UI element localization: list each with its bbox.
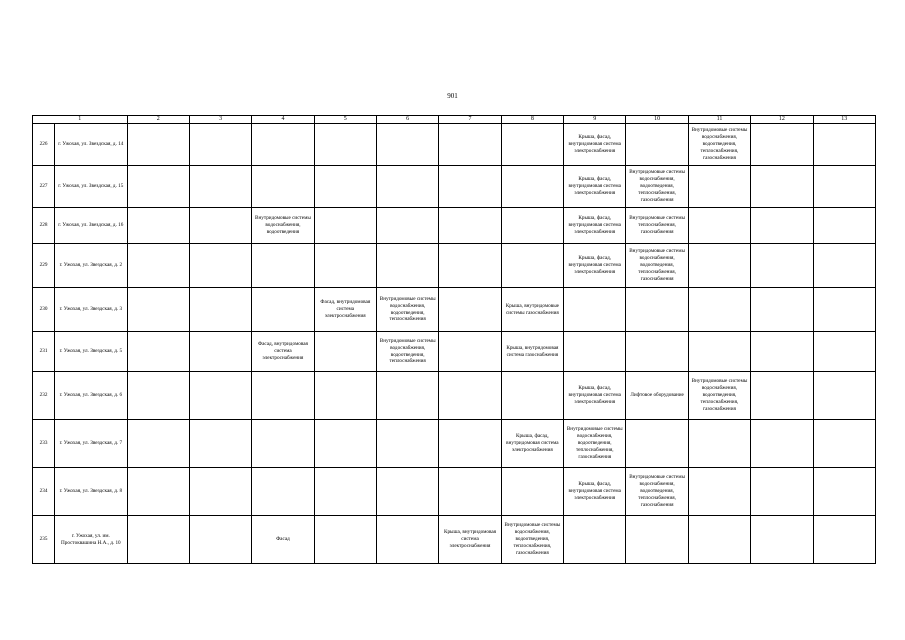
work-cell: Крыша, фасад, внутридомовая система электроснабжения [564,244,626,288]
work-cell [813,166,876,208]
work-cell [127,244,189,288]
work-cell [751,166,813,208]
work-cell [439,288,501,332]
work-cell [564,332,626,372]
work-cell [751,332,813,372]
work-cell [376,244,438,288]
work-cell [564,516,626,564]
work-cell [439,420,501,468]
work-cell [688,516,750,564]
work-cell [751,208,813,244]
work-cell [127,288,189,332]
work-cell [314,372,376,420]
work-cell [501,124,563,166]
work-cell [751,372,813,420]
work-cell [626,420,688,468]
work-cell [813,124,876,166]
work-cell [252,468,314,516]
column-header: 10 [626,116,688,124]
work-cell [127,166,189,208]
row-number: 227 [33,166,55,208]
work-cell [439,372,501,420]
work-cell: Внутридомовые системы водоснабжения, водоотведения, теплоснабжения, газоснабжения [626,166,688,208]
work-cell [376,420,438,468]
table-row [33,124,876,166]
work-cell [626,124,688,166]
column-header: 5 [314,116,376,124]
work-cell [813,208,876,244]
column-header: 12 [751,116,813,124]
column-header: 13 [813,116,876,124]
work-cell [813,332,876,372]
table-row [33,332,876,372]
work-cell: Крыша, внутридомовая система газоснабжения [501,332,563,372]
address-cell: г. Ужохая, ул. им. Простоквашина Н.А., д. 10 [55,516,127,564]
work-cell [813,288,876,332]
work-cell [813,516,876,564]
work-cell [189,420,251,468]
work-cell: Внутридомовые системы водоснабжения, водоотведения, теплоснабжения [376,288,438,332]
address-cell: г. Ужохая, ул. Звездская, д. 5 [55,332,127,372]
work-cell: Внутридомовые системы водоснабжения, водоотведения, теплоснабжения, газоснабжения [688,124,750,166]
work-cell [189,124,251,166]
work-cell [813,244,876,288]
work-cell: Крыша, внутридомовые системы газоснабжения [501,288,563,332]
work-cell: Крыша, фасад, внутридомовая система электроснабжения [564,166,626,208]
work-cell [688,244,750,288]
work-cell: Фасад, внутридомовая система электроснабжения [252,332,314,372]
work-cell [626,288,688,332]
work-cell [189,516,251,564]
work-cell [189,332,251,372]
table-row [33,244,876,288]
work-cell [314,124,376,166]
table-row [33,372,876,420]
column-header: 11 [688,116,750,124]
work-cell [189,166,251,208]
work-cell [127,372,189,420]
address-cell: г. Ужохая, ул. Звездская, д. 3 [55,288,127,332]
column-header: 3 [189,116,251,124]
work-cell [501,468,563,516]
work-cell: Фасад [252,516,314,564]
work-cell [189,244,251,288]
work-cell [439,208,501,244]
address-cell: г. Ужохая, ул. Звездская, д. 2 [55,244,127,288]
column-header: 9 [564,116,626,124]
table-header [33,116,876,124]
address-cell: г. Ужохая, ул. Звездская, д. 7 [55,420,127,468]
work-cell [314,420,376,468]
work-cell [376,468,438,516]
address-cell: г. Ужохая, ул. Звездская, д. 16 [55,208,127,244]
work-cell [688,420,750,468]
work-cell [813,372,876,420]
work-cell [189,288,251,332]
address-cell: г. Ужохая, ул. Звездская, д. 8 [55,468,127,516]
work-cell [439,244,501,288]
work-cell [501,372,563,420]
work-cell: Внутридомовые системы водоснабжения, водоотведения, теплоснабжения, газоснабжения [564,420,626,468]
work-cell [564,288,626,332]
work-cell [439,166,501,208]
work-cell [252,288,314,332]
work-cell [751,468,813,516]
work-cell [751,516,813,564]
table-row [33,166,876,208]
work-cell [751,124,813,166]
row-number: 231 [33,332,55,372]
work-cell [252,420,314,468]
work-cell: Внутридомовые системы теплоснабжения, газоснабжения [626,208,688,244]
row-number: 233 [33,420,55,468]
row-number: 232 [33,372,55,420]
work-cell: Внутридомовые системы водоснабжения, водоотведения [252,208,314,244]
work-cell [439,332,501,372]
works-table [32,115,876,564]
work-cell [376,516,438,564]
work-cell [439,468,501,516]
work-cell [189,468,251,516]
work-cell [688,166,750,208]
row-number: 235 [33,516,55,564]
work-cell [252,124,314,166]
work-cell [751,288,813,332]
work-cell [376,208,438,244]
work-cell [751,244,813,288]
work-cell: Крыша, фасад, внутридомовая система электроснабжения [564,124,626,166]
address-cell: г. Ужохая, ул. Звездская, д. 6 [55,372,127,420]
work-cell [314,166,376,208]
work-cell [439,124,501,166]
work-cell [501,166,563,208]
work-cell [501,244,563,288]
column-header: 8 [501,116,563,124]
table-row [33,288,876,332]
work-cell [501,208,563,244]
work-cell: Крыша, фасад, внутридомовая система электроснабжения [564,208,626,244]
work-cell [252,166,314,208]
column-header: 4 [252,116,314,124]
table-row [33,468,876,516]
work-cell [127,124,189,166]
table-row [33,208,876,244]
work-cell [314,468,376,516]
work-cell [189,372,251,420]
work-cell [314,208,376,244]
work-cell [751,420,813,468]
row-number: 228 [33,208,55,244]
work-cell [127,516,189,564]
work-cell: Внутридомовые системы водоснабжения, водоотведения, теплоснабжения, газоснабжения [626,244,688,288]
work-cell: Внутридомовые системы водоснабжения, водоотведения, теплоснабжения, газоснабжения [501,516,563,564]
work-cell: Крыша, внутридомовая система электроснабжения [439,516,501,564]
work-cell [376,372,438,420]
column-header: 1 [33,116,128,124]
row-number: 229 [33,244,55,288]
row-number: 230 [33,288,55,332]
work-cell: Лифтовое оборудование [626,372,688,420]
work-cell [252,372,314,420]
work-cell [626,332,688,372]
work-cell [626,516,688,564]
work-cell [127,208,189,244]
work-cell [376,124,438,166]
row-number: 226 [33,124,55,166]
work-cell [314,332,376,372]
work-cell: Крыша, фасад, внутридомовая система электроснабжения [564,372,626,420]
work-cell [127,468,189,516]
work-cell [688,332,750,372]
column-header: 2 [127,116,189,124]
work-cell: Внутридомовые системы водоснабжения, водоотведения, теплоснабжения [376,332,438,372]
work-cell: Внутридомовые системы водоснабжения, водоотведения, теплоснабжения, газоснабжения [688,372,750,420]
work-cell [376,166,438,208]
work-cell [127,420,189,468]
address-cell: г. Ужохая, ул. Звездская, д. 15 [55,166,127,208]
table-row [33,420,876,468]
table-body [33,124,876,564]
work-cell [127,332,189,372]
work-cell [314,516,376,564]
work-cell [688,208,750,244]
column-header: 6 [376,116,438,124]
work-cell [252,244,314,288]
row-number: 234 [33,468,55,516]
work-cell: Крыша, фасад, внутридомовая система электроснабжения [564,468,626,516]
table-row [33,516,876,564]
work-cell: Внутридомовые системы водоснабжения, водоотведения, теплоснабжения, газоснабжения [626,468,688,516]
work-cell [813,420,876,468]
work-cell [688,288,750,332]
column-header: 7 [439,116,501,124]
address-cell: г. Ужохая, ул. Звездская, д. 14 [55,124,127,166]
work-cell [314,244,376,288]
work-cell [189,208,251,244]
work-cell [688,468,750,516]
page-number: 901 [447,92,458,100]
work-cell: Фасад, внутридомовая система электроснабжения [314,288,376,332]
work-cell: Крыша, фасад, внутридомовая система электроснабжения [501,420,563,468]
work-cell [813,468,876,516]
